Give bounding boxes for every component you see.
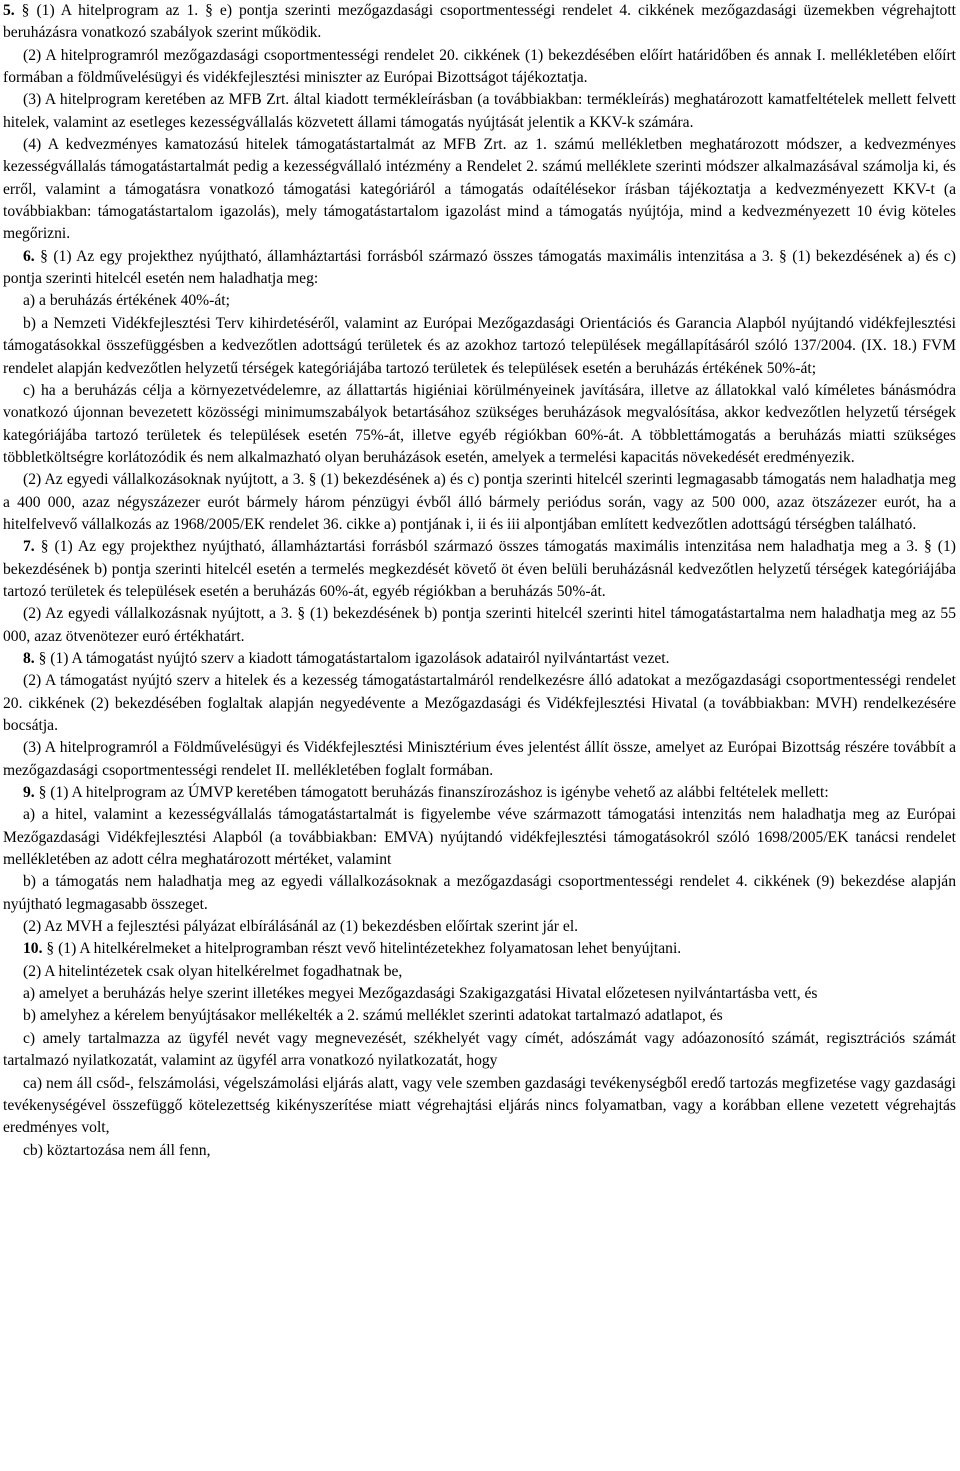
paragraph-9-2 xyxy=(3,916,956,938)
paragraph-text: c) amely tartalmazza az ügyfél nevét vagy megnevezését, székhelyét vagy címét, adószámát vagy adóazonosító számát, regisztrációs számát tartalmazó nyilatkozatát, valamint az ügyfél arra vonatkozó nyilatkozatát, hogy xyxy=(3,1029,956,1070)
paragraph-text: b) amelyhez a kérelem benyújtásakor mellékelték a 2. számú melléklet szerinti adatokat tartalmazó adatlapot, és xyxy=(23,1007,723,1025)
paragraph-text: § (1) Az egy projekthez nyújtható, államháztartási forrásból származó összes támogatás maximális intenzitása a 3. § (1) bekezdésének a) és c) pontja szerinti hitelcél esetén nem haladhatja meg: xyxy=(3,247,956,288)
paragraph-10-2-a xyxy=(3,983,956,1005)
paragraph-5-2 xyxy=(3,45,956,90)
paragraph-7-1 xyxy=(3,536,956,603)
paragraph-6-1-a xyxy=(3,290,956,312)
paragraph-5-3 xyxy=(3,89,956,134)
paragraph-text: (2) A hitelintézetek csak olyan hitelkérelmet fogadhatnak be, xyxy=(23,962,403,980)
paragraph-10-2-cb xyxy=(3,1140,956,1162)
paragraph-text: a) a beruházás értékének 40%-át; xyxy=(23,292,230,310)
paragraph-5-4 xyxy=(3,134,956,246)
paragraph-text: (2) A hitelprogramról mezőgazdasági csoportmentességi rendelet 20. cikkének (1) bekezdésében előírt határidőben és annak I. mellékletében előírt formában a földművelésügyi és vidékfejlesztési miniszter az Európai Bizottságot tájékoztatja. xyxy=(3,46,956,87)
paragraph-text: cb) köztartozása nem áll fenn, xyxy=(23,1141,211,1159)
paragraph-text: a) amelyet a beruházás helye szerint illetékes megyei Mezőgazdasági Szakigazgatási Hivatal előzetesen nyilvántartásba vett, és xyxy=(23,985,818,1003)
paragraph-8-2 xyxy=(3,670,956,737)
paragraph-6-1 xyxy=(3,246,956,291)
section-number: 6. xyxy=(23,247,35,265)
section-number: 8. xyxy=(23,649,35,667)
paragraph-8-3 xyxy=(3,737,956,782)
paragraph-text: (2) Az egyedi vállalkozásoknak nyújtott, a 3. § (1) bekezdésének a) és c) pontja szerinti hitelcél szerinti legmagasabb támogatás nem haladhatja meg a 400 000, azaz négyszázezer eurót bármely három pénzügyi évből álló bármely periódus során, vagy az 500 000, azaz ötszázezer eurót, ha a hitelfelvevő vállalkozás az 1968/2005/EK rendelet 36. cikke a) pontjának i, ii és iii alpontjában említett kedvezőtlen adottságú térségben található. xyxy=(3,471,956,533)
paragraph-10-2-c xyxy=(3,1028,956,1073)
paragraph-6-2 xyxy=(3,469,956,536)
paragraph-10-2-b xyxy=(3,1005,956,1027)
paragraph-8-1 xyxy=(3,648,956,670)
paragraph-text: (2) Az egyedi vállalkozásnak nyújtott, a 3. § (1) bekezdésének b) pontja szerinti hitelcél szerinti hitel támogatástartalma nem haladhatja meg az 55 000, azaz ötvenötezer euró értékhatárt. xyxy=(3,605,956,645)
section-number: 5. xyxy=(3,2,15,19)
paragraph-text: (4) A kedvezményes kamatozású hitelek támogatástartalmát az MFB Zrt. az 1. számú mellékletben meghatározott módszer, a kedvezményes kezességvállalás támogatástartalmát pedig a kezességvállaló intézmény a Rendelet 2. számú melléklete szerinti módszer alkalmazásával számolja ki, és erről, valamint a támogatásra vonatkozó támogatási kategóriáról a támogatás odaítélésekor írásban tájékoztatja a kedvezményezett KKV-t (a továbbiakban: támogatástartalom igazolás), mely támogatástartalom igazolást mind a támogatás nyújtója, mind a kedvezményezett 10 évig köteles megőrizni. xyxy=(3,136,956,243)
paragraph-text: § (1) A hitelkérelmeket a hitelprogramban részt vevő hitelintézetekhez folyamatosan lehet benyújtani. xyxy=(42,940,682,958)
paragraph-text: § (1) A hitelprogram az 1. § e) pontja szerinti mezőgazdasági csoportmentességi rendelet 4. cikkének mezőgazdasági üzemekben végrehajtott beruházásra vonatkozó szabályok szerint működik. xyxy=(3,2,956,42)
paragraph-9-1-a xyxy=(3,804,956,871)
section-number: 10. xyxy=(23,940,43,958)
paragraph-text: b) a Nemzeti Vidékfejlesztési Terv kihirdetéséről, valamint az Európai Mezőgazdasági Orientációs és Garancia Alapból nyújtandó vidékfejlesztési támogatásokkal összefüggésben a kedvezőtlen adottságú területek és az azokhoz tartozó települések megállapításáról szóló 137/2004. (IX. 18.) FVM rendelet alapján kedvezőtlen helyzetű térségek kategóriájába tartozó területek és települések esetén a beruházás értékének 50%-át; xyxy=(3,314,956,377)
paragraph-9-1 xyxy=(3,782,956,804)
paragraph-5-1 xyxy=(3,0,956,45)
paragraph-text: (2) A támogatást nyújtó szerv a hitelek és a kezesség támogatástartalmáról rendelkezésre álló adatokat a mezőgazdasági csoportmentességi rendelet 20. cikkének (2) bekezdésében foglaltak alapján negyedévente a Mezőgazdasági és Vidékfejlesztési Hivatal (a továbbiakban: MVH) rendelkezésére bocsátja. xyxy=(3,672,956,734)
section-number: 7. xyxy=(23,538,35,556)
paragraph-9-1-b xyxy=(3,871,956,916)
paragraph-10-1 xyxy=(3,938,956,960)
paragraph-text: b) a támogatás nem haladhatja meg az egyedi vállalkozásoknak a mezőgazdasági csoportmentességi rendelet 4. cikkének (9) bekezdése alapján nyújtható legmagasabb összeget. xyxy=(3,873,956,913)
paragraph-text: c) ha a beruházás célja a környezetvédelemre, az állattartás higiéniai körülményeinek javítására, illetve az állatokkal való kíméletes bánásmódra vonatkozó újonnan bevezetett közösségi minimumszabályok betartásához szükséges beruházások megvalósítása, akkor kedvezőtlen helyzetű térségek kategóriájába tartozó területek és települések esetén 75%-át, illetve egyéb régiókban 60%-át. A többlettámogatás a beruházás miatti szükséges többletköltségre korlátozódik és nem alkalmazható olyan beruházások esetén, amelyek a termelési kapacitás növekedését eredményezik. xyxy=(3,381,956,466)
paragraph-text: (2) Az MVH a fejlesztési pályázat elbírálásánál az (1) bekezdésben előírtak szerint jár el. xyxy=(23,918,579,936)
paragraph-7-2 xyxy=(3,603,956,648)
paragraph-6-1-b xyxy=(3,313,956,380)
paragraph-text: § (1) A támogatást nyújtó szerv a kiadott támogatástartalom igazolások adatairól nyilvántartást vezet. xyxy=(34,649,670,667)
paragraph-10-2-ca xyxy=(3,1073,956,1140)
paragraph-text: a) a hitel, valamint a kezességvállalás támogatástartalmát is figyelembe véve származott támogatási intenzitás nem haladhatja meg az Európai Mezőgazdasági Vidékfejlesztési Alapból (a továbbiakban: EMVA) nyújtandó vidékfejlesztési támogatásokról szóló 1698/2005/EK tanácsi rendelet mellékletében az adott célra meghatározott mértéket, valamint xyxy=(3,806,956,869)
section-number: 9. xyxy=(23,784,35,802)
paragraph-6-1-c xyxy=(3,380,956,469)
paragraph-10-2 xyxy=(3,961,956,983)
paragraph-text: § (1) A hitelprogram az ÚMVP keretében támogatott beruházás finanszírozáshoz is igénybe vehető az alábbi feltételek mellett: xyxy=(34,784,829,802)
paragraph-text: (3) A hitelprogram keretében az MFB Zrt. által kiadott termékleírásban (a továbbiakban: termékleírás) meghatározott kamatfeltételek mellett felvett hitelek, valamint az esetleges kezességvállalás közvetett állami támogatás nyújtását jelentik a KKV-k számára. xyxy=(3,91,956,131)
paragraph-text: § (1) Az egy projekthez nyújtható, államháztartási forrásból származó összes támogatás maximális intenzitása nem haladhatja meg a 3. § (1) bekezdésének b) pontja szerinti hitelcél esetén a termelés megkezdését követő öt éven belüli beruházásnál kedvezőtlen helyzetű térségek kategóriájába tartozó területek és települések esetén a beruházás 60%-át, egyéb régiókban a beruházás 50%-át. xyxy=(3,538,956,600)
paragraph-text: (3) A hitelprogramról a Földművelésügyi és Vidékfejlesztési Minisztérium éves jelentést állít össze, amelyet az Európai Bizottság részére továbbít a mezőgazdasági csoportmentességi rendelet II. mellékletében foglalt formában. xyxy=(3,739,956,779)
paragraph-text: ca) nem áll csőd-, felszámolási, végelszámolási eljárás alatt, vagy vele szemben gazdasági tevékenységből eredő tartozás megfizetése vagy gazdasági tevékenységével összefüggő kötelezettség kikényszerítése miatt végrehajtási eljárás nincs folyamatban, vagy a korábban ellene vezetett végrehajtás eredményes volt, xyxy=(3,1074,956,1137)
